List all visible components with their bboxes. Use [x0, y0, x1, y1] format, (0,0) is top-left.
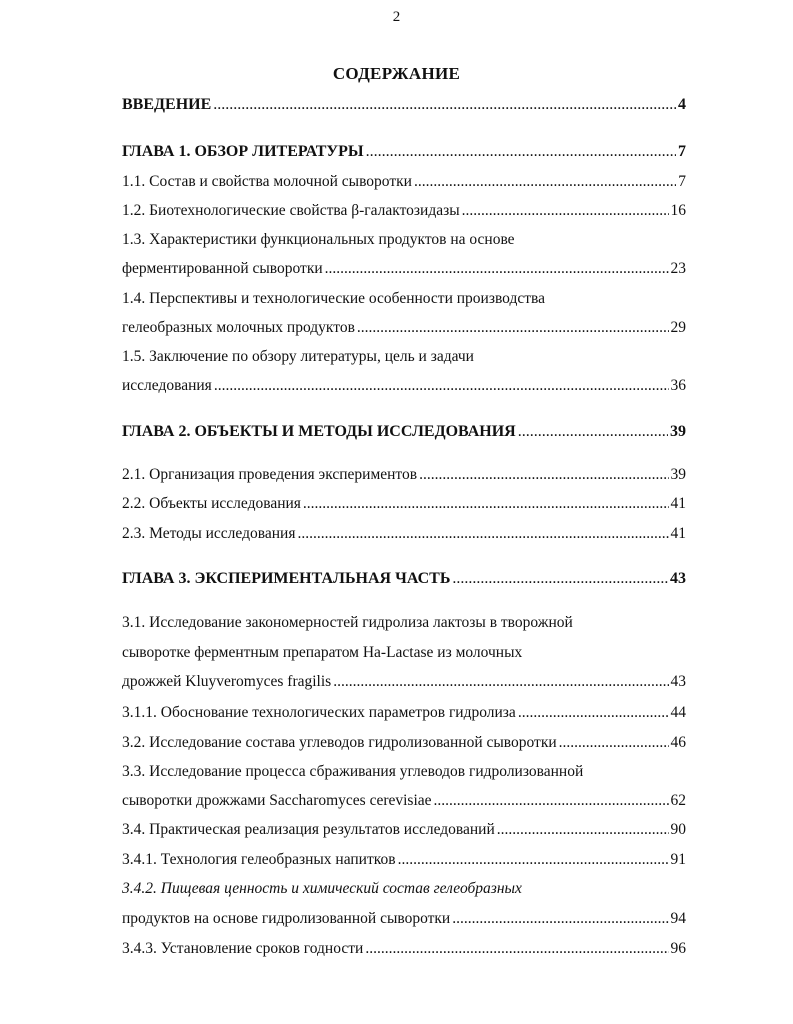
toc-entry-page: 91 [670, 851, 686, 868]
toc-entry-text: 2.2. Объекты исследования [122, 495, 301, 512]
toc-entry-page: 43 [670, 673, 686, 690]
toc-entry-continuation [122, 259, 686, 279]
dot-leader [518, 422, 668, 442]
toc-entry-page: 23 [670, 260, 686, 277]
toc-entry-introduction [122, 95, 686, 115]
dot-leader [462, 201, 669, 221]
toc-entry [122, 347, 474, 367]
toc-entry-page: 7 [678, 173, 686, 190]
dot-leader [303, 494, 669, 514]
toc-entry-page: 4 [678, 96, 686, 113]
toc-entry-page: 44 [670, 704, 686, 721]
toc-entry-text: 3.4.3. Установление сроков годности [122, 940, 364, 957]
toc-entry-text: 1.1. Состав и свойства молочной сыворотки [122, 173, 412, 190]
dot-leader [419, 465, 668, 485]
toc-entry-page: 7 [678, 143, 686, 160]
toc-entry-chapter-3 [122, 569, 686, 589]
toc-entry-continuation [122, 376, 686, 396]
toc-entry [122, 703, 686, 723]
toc-entry-text: 2.3. Методы исследования [122, 525, 296, 542]
toc-entry [122, 850, 686, 870]
toc-entry [122, 762, 583, 782]
toc-entry-chapter-2 [122, 422, 686, 442]
toc-entry [122, 733, 686, 753]
dot-leader [365, 939, 668, 959]
toc-entry-page: 39 [670, 466, 686, 483]
toc-entry-text: 1.2. Биотехнологические свойства β-галактозидазы [122, 202, 460, 219]
toc-entry-continuation [122, 318, 686, 338]
dot-leader [452, 909, 668, 929]
toc-entry-text: 3.4.1. Технология гелеобразных напитков [122, 851, 396, 868]
toc-entry-page: 16 [670, 202, 686, 219]
toc-entry-page: 94 [670, 910, 686, 927]
toc-entry-text: ферментированной сыворотки [122, 260, 323, 277]
toc-entry-page: 41 [670, 525, 686, 542]
dot-leader [434, 791, 669, 811]
toc-entry [122, 494, 686, 514]
toc-entry-page: 43 [670, 570, 686, 587]
toc-entry-text: 3.4. Практическая реализация результатов исследований [122, 821, 495, 838]
toc-entry-page: 39 [670, 423, 686, 440]
toc-entry [122, 172, 686, 192]
toc-entry [122, 230, 515, 250]
dot-leader [357, 318, 669, 338]
toc-entry [122, 289, 545, 309]
toc-entry-page: 62 [670, 792, 686, 809]
toc-entry-continuation [122, 909, 686, 929]
toc-entry-text: сыворотки дрожжами Saccharomyces cerevisiae [122, 792, 432, 809]
dot-leader [213, 95, 676, 115]
toc-entry-text: ГЛАВА 3. ЭКСПЕРИМЕНТАЛЬНАЯ ЧАСТЬ [122, 570, 451, 587]
toc-entry-page: 96 [670, 940, 686, 957]
toc-entry-continuation [122, 643, 522, 663]
toc-entry-text: 2.1. Организация проведения экспериментов [122, 466, 418, 483]
dot-leader [214, 376, 669, 396]
toc-entry [122, 879, 522, 899]
dot-leader [452, 569, 668, 589]
toc-entry-text: 1.3. Характеристики функциональных продуктов на основе [122, 231, 515, 248]
toc-entry-text: гелеобразных молочных продуктов [122, 319, 355, 336]
toc-entry [122, 465, 686, 485]
dot-leader [414, 172, 676, 192]
dot-leader [325, 259, 669, 279]
toc-entry [122, 524, 686, 544]
dot-leader [297, 524, 668, 544]
toc-entry-continuation [122, 791, 686, 811]
toc-entry-text: продуктов на основе гидролизованной сыворотки [122, 910, 451, 927]
toc-entry-text: исследования [122, 377, 212, 394]
toc-entry [122, 820, 686, 840]
toc-entry-text: ГЛАВА 2. ОБЪЕКТЫ И МЕТОДЫ ИССЛЕДОВАНИЯ [122, 423, 516, 440]
toc-entry-text: дрожжей Kluyveromyces fragilis [122, 673, 332, 690]
toc-entry [122, 613, 573, 633]
toc-entry-text: 1.4. Перспективы и технологические особенности производства [122, 290, 546, 307]
toc-entry-text: 3.4.2. Пищевая ценность и химический состав гелеобразных [122, 880, 522, 897]
dot-leader [518, 703, 669, 723]
toc-entry-page: 36 [670, 377, 686, 394]
toc-title: СОДЕРЖАНИЕ [332, 64, 461, 83]
toc-entry-page: 46 [670, 734, 686, 751]
toc-entry-text: 3.1. Исследование закономерностей гидролиза лактозы в творожной [122, 614, 573, 631]
toc-entry [122, 201, 686, 221]
dot-leader [559, 733, 669, 753]
toc-entry-page: 29 [670, 319, 686, 336]
toc-entry-chapter-1 [122, 142, 686, 162]
toc-entry-text: сыворотке ферментным препаратом Ha-Lactase из молочных [122, 644, 523, 661]
toc-entry-text: ГЛАВА 1. ОБЗОР ЛИТЕРАТУРЫ [122, 143, 364, 160]
toc-entry-page: 41 [670, 495, 686, 512]
toc-entry-text: 1.5. Заключение по обзору литературы, цель и задачи [122, 348, 474, 365]
page-number: 2 [392, 9, 401, 25]
toc-entry-text: ВВЕДЕНИЕ [122, 96, 212, 113]
toc-entry-continuation [122, 672, 686, 692]
toc-entry [122, 939, 686, 959]
dot-leader [366, 142, 676, 162]
dot-leader [333, 672, 668, 692]
dot-leader [497, 820, 669, 840]
toc-entry-text: 3.1.1. Обоснование технологических параметров гидролиза [122, 704, 516, 721]
dot-leader [398, 850, 669, 870]
toc-entry-text: 3.3. Исследование процесса сбраживания углеводов гидролизованной [122, 763, 584, 780]
toc-entry-text: 3.2. Исследование состава углеводов гидролизованной сыворотки [122, 734, 557, 751]
toc-entry-page: 90 [670, 821, 686, 838]
